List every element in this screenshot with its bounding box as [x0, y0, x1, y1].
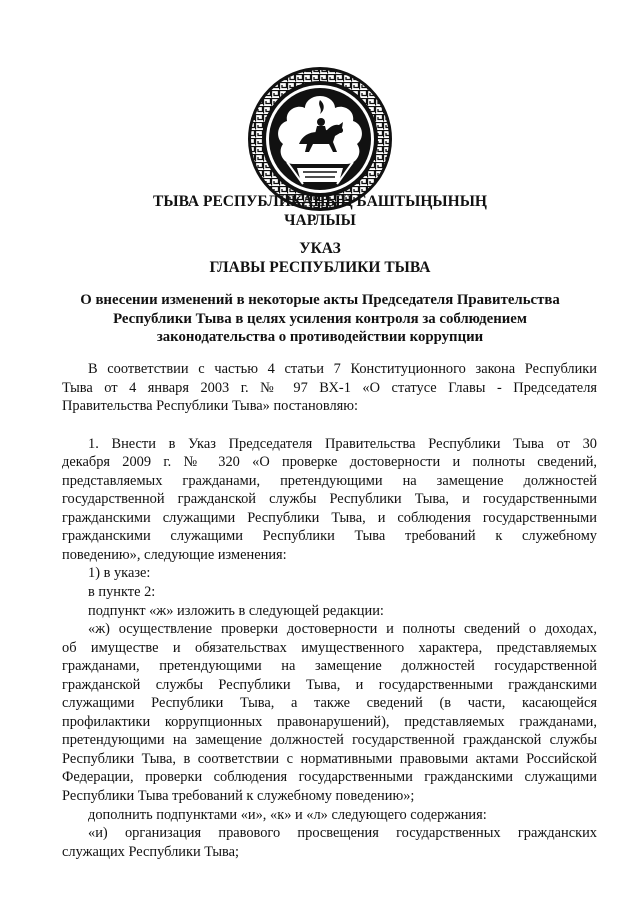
document-body	[62, 360, 597, 861]
subject-line: Республики Тыва в целях усиления контроля за соблюдением	[113, 310, 527, 327]
text-line: Правительства Республики Тыва» постановляю:	[62, 398, 359, 415]
issuer-title	[0, 192, 640, 230]
item-1-paragraph	[62, 435, 597, 565]
issuer-title-line: ТЫВА РЕСПУБЛИКАНЫҢ БАШТЫҢЫНЫҢ	[153, 193, 487, 210]
issuer-title-line: ЧАРЛЫЫ	[284, 212, 356, 229]
text-line: государственной гражданской службы Республики Тыва, и государственными	[62, 491, 597, 508]
text-line: «ж) осуществление проверки достоверности и полноты сведений о доходах,	[88, 621, 597, 638]
subparagraph-zh	[62, 620, 597, 805]
document-type-line: УКАЗ	[299, 240, 341, 257]
text-line: декабря 2009 г. № 320 «О проверке достоверности и полноты сведений,	[62, 454, 597, 471]
text-line: подпункт «ж» изложить в следующей редакции:	[88, 602, 384, 619]
document-type	[0, 239, 640, 277]
document-type-line: ГЛАВЫ РЕСПУБЛИКИ ТЫВА	[209, 259, 431, 276]
subparagraph-i	[62, 824, 597, 861]
text-line: гражданской службы Республики Тыва, и государственными гражданскими	[62, 676, 597, 693]
text-line: служащими Республики Тыва, а также сведений (в части, касающейся	[62, 695, 597, 712]
text-line: в пункте 2:	[88, 584, 156, 601]
text-line: об имуществе и обязательствах имущественного характера, представляемых	[62, 639, 597, 656]
preamble-paragraph	[62, 360, 597, 416]
text-line: «и) организация правового просвещения государственных гражданских	[88, 825, 597, 842]
subject-line: законодательства о противодействии коррупции	[156, 329, 484, 346]
emblem-of-tuva-icon	[247, 66, 393, 212]
text-line: гражданами, претендующими на замещение должностей государственной	[62, 658, 597, 675]
text-line: Республики Тыва требований к служебному поведению»;	[62, 788, 415, 805]
text-line: дополнить подпунктами «и», «к» и «л» следующего содержания:	[88, 806, 487, 823]
subject-line: О внесении изменений в некоторые акты Председателя Правительства	[80, 292, 560, 308]
text-line: претендующими на замещение должностей государственной гражданской службы	[62, 732, 597, 749]
text-line: Тыва от 4 января 2003 г. № 97 ВХ-1 «О статусе Главы - Председателя	[62, 379, 597, 396]
text-line: В соответствии с частью 4 статьи 7 Конституционного закона Республики	[88, 361, 597, 377]
text-line: гражданскими служащими Республики Тыва требований к служебному	[62, 528, 597, 545]
text-line: служащих Республики Тыва;	[62, 843, 240, 860]
text-line: поведению», следующие изменения:	[62, 546, 287, 563]
text-line: Республики Тыва, в соответствии с нормативными правовыми актами Российской	[62, 750, 597, 767]
text-line: Федерации, проверки соблюдения государственными гражданскими служащими	[62, 769, 597, 786]
document-subject	[0, 291, 640, 347]
text-line: профилактики коррупционных правонарушений), представляемых гражданами,	[62, 713, 597, 730]
text-line: представляемых гражданами, претендующими на замещение должностей	[62, 472, 597, 489]
text-line: 1) в указе:	[88, 565, 151, 582]
text-line: гражданскими служащими Республики Тыва, и соблюдения государственными	[62, 509, 597, 526]
text-line: 1. Внести в Указ Председателя Правительства Республики Тыва от 30	[88, 435, 597, 452]
